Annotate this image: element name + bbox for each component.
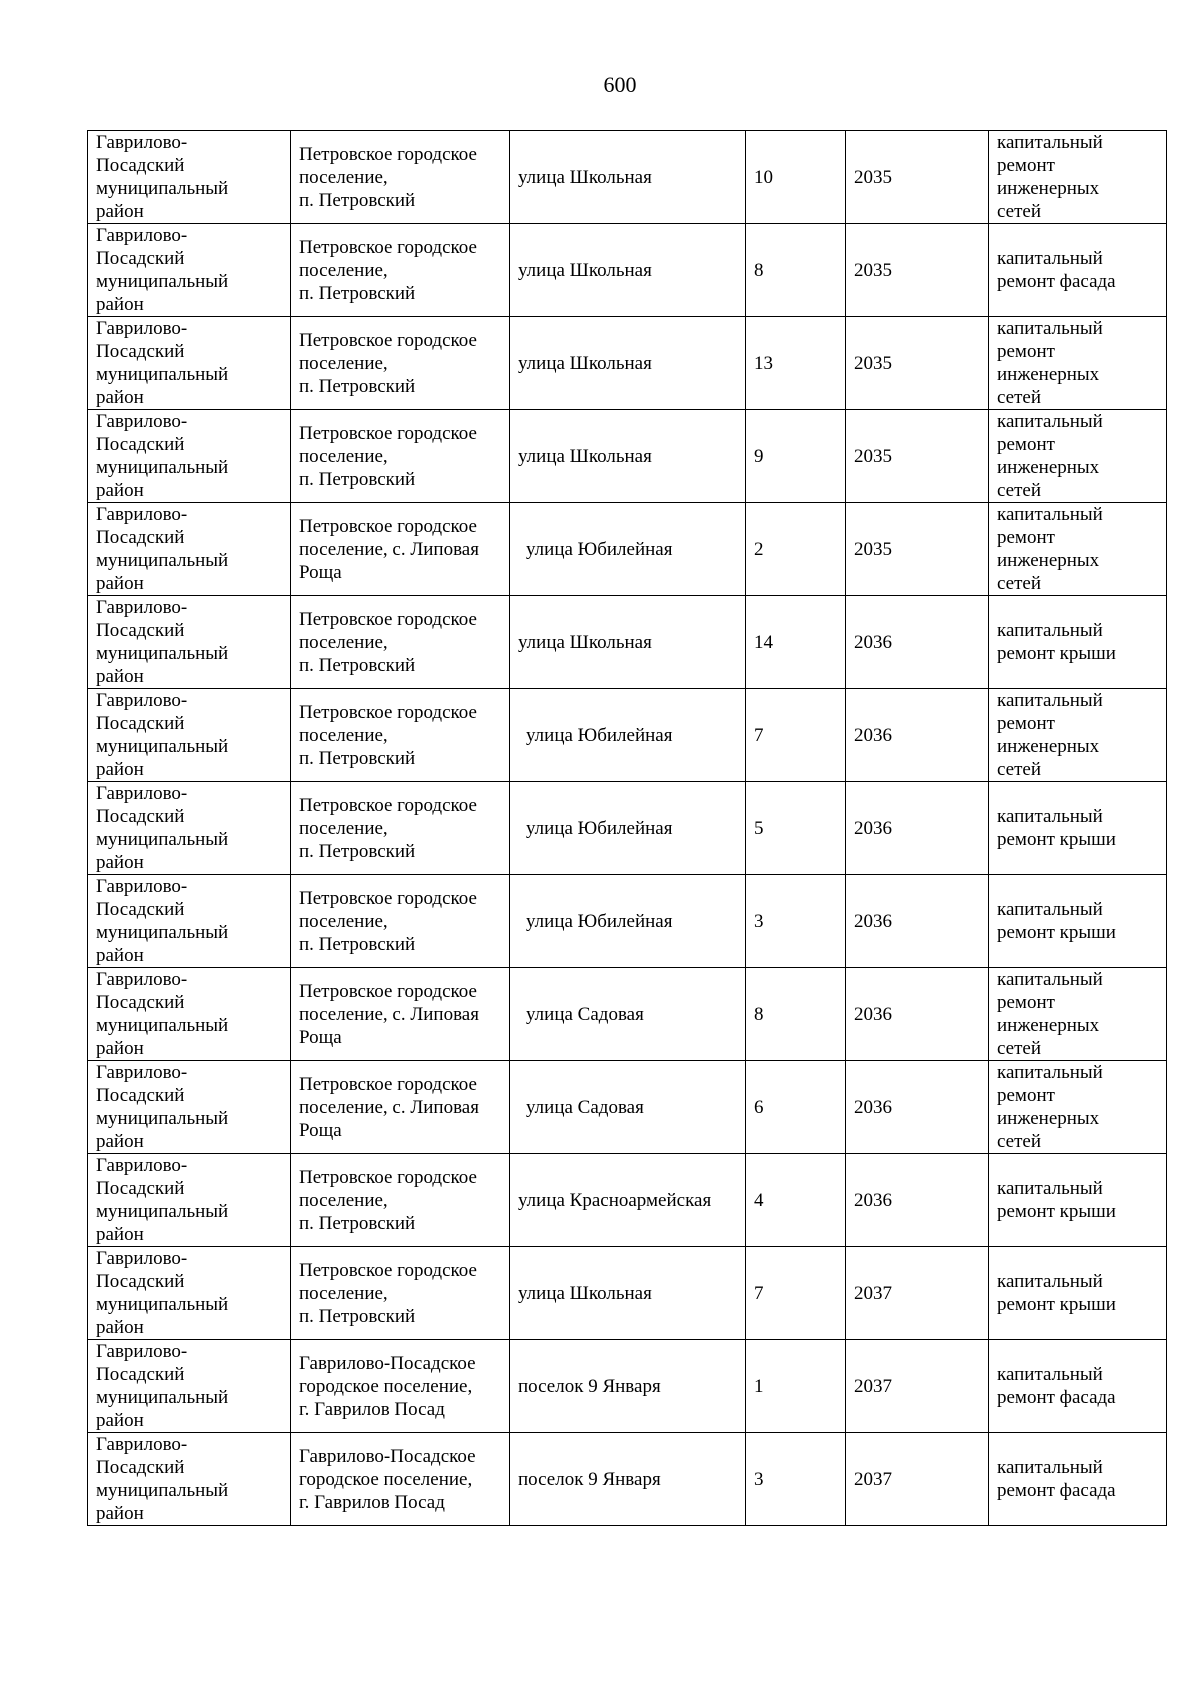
work-type-cell-line: капитальный — [997, 1178, 1103, 1199]
settlement-cell-line: п. Петровский — [299, 468, 416, 490]
settlement-cell-line: Петровское городское — [299, 794, 477, 816]
settlement-cell-line: Петровское городское — [299, 887, 477, 909]
settlement-cell — [291, 1340, 510, 1433]
table-row — [88, 782, 1167, 875]
district-cell-line: Гаврилово- — [96, 783, 188, 804]
work-type-cell-line: ремонт — [997, 992, 1055, 1013]
settlement-cell-line: Петровское городское — [299, 1166, 477, 1188]
work-type-cell-line: капитальный — [997, 969, 1103, 990]
district-cell-line: муниципальный — [96, 1201, 229, 1222]
street-cell: улица Юбилейная — [510, 782, 746, 875]
district-cell-line: Гаврилово- — [96, 1155, 188, 1176]
work-type-cell-line: капитальный — [997, 411, 1103, 432]
district-cell — [88, 1247, 291, 1340]
table-row — [88, 596, 1167, 689]
settlement-cell — [291, 596, 510, 689]
settlement-cell — [291, 875, 510, 968]
work-type-cell-line: капитальный — [997, 690, 1103, 711]
district-cell-line: район — [96, 1131, 144, 1152]
settlement-cell-line: поселение, — [299, 166, 388, 188]
district-cell-line: район — [96, 294, 144, 315]
house-number-cell: 3 — [746, 1433, 846, 1526]
district-cell-line: Гаврилово- — [96, 504, 188, 525]
year-cell: 2035 — [846, 224, 989, 317]
district-cell — [88, 1154, 291, 1247]
settlement-cell-line: Петровское городское — [299, 515, 477, 537]
work-type-cell — [989, 1340, 1167, 1433]
district-cell — [88, 596, 291, 689]
work-type-cell-line: сетей — [997, 387, 1042, 408]
settlement-cell-line: п. Петровский — [299, 840, 416, 862]
year-cell: 2036 — [846, 689, 989, 782]
settlement-cell-line: п. Петровский — [299, 282, 416, 304]
district-cell-line: район — [96, 480, 144, 501]
settlement-cell-line: поселение, с. Липовая — [299, 1096, 479, 1118]
work-type-cell-line: ремонт крыши — [997, 1201, 1116, 1222]
district-cell-line: район — [96, 201, 144, 222]
district-cell-line: Посадский — [96, 155, 185, 176]
district-cell-line: Посадский — [96, 1457, 185, 1478]
settlement-cell-line: Гаврилово-Посадское — [299, 1352, 476, 1374]
work-type-cell — [989, 317, 1167, 410]
district-cell-line: Посадский — [96, 713, 185, 734]
district-cell-line: район — [96, 1224, 144, 1245]
settlement-cell-line: поселение, — [299, 352, 388, 374]
work-type-cell-line: инженерных — [997, 364, 1100, 385]
year-cell: 2036 — [846, 968, 989, 1061]
table-row — [88, 875, 1167, 968]
street-cell: улица Садовая — [510, 968, 746, 1061]
work-type-cell-line: ремонт крыши — [997, 1294, 1116, 1315]
repair-schedule-table — [87, 130, 1167, 1526]
year-cell: 2036 — [846, 782, 989, 875]
settlement-cell-line: п. Петровский — [299, 375, 416, 397]
district-cell-line: район — [96, 666, 144, 687]
district-cell-line: район — [96, 573, 144, 594]
district-cell-line: муниципальный — [96, 1294, 229, 1315]
settlement-cell-line: п. Петровский — [299, 1212, 416, 1234]
district-cell-line: район — [96, 387, 144, 408]
work-type-cell-line: инженерных — [997, 1108, 1100, 1129]
settlement-cell-line: п. Петровский — [299, 654, 416, 676]
district-cell-line: муниципальный — [96, 922, 229, 943]
work-type-cell-line: сетей — [997, 759, 1042, 780]
table-row — [88, 224, 1167, 317]
house-number-cell: 10 — [746, 131, 846, 224]
settlement-cell — [291, 1433, 510, 1526]
settlement-cell — [291, 689, 510, 782]
settlement-cell-line: поселение, с. Липовая — [299, 538, 479, 560]
settlement-cell-line: поселение, — [299, 259, 388, 281]
settlement-cell-line: п. Петровский — [299, 1305, 416, 1327]
table-row — [88, 968, 1167, 1061]
table-row — [88, 1247, 1167, 1340]
district-cell — [88, 875, 291, 968]
table-row — [88, 1433, 1167, 1526]
settlement-cell-line: п. Петровский — [299, 189, 416, 211]
work-type-cell — [989, 782, 1167, 875]
district-cell-line: Гаврилово- — [96, 876, 188, 897]
district-cell-line: Посадский — [96, 899, 185, 920]
house-number-cell: 7 — [746, 1247, 846, 1340]
street-cell: улица Школьная — [510, 1247, 746, 1340]
district-cell — [88, 782, 291, 875]
work-type-cell-line: капитальный — [997, 1062, 1103, 1083]
district-cell — [88, 410, 291, 503]
work-type-cell — [989, 689, 1167, 782]
district-cell-line: Гаврилово- — [96, 1434, 188, 1455]
work-type-cell-line: ремонт фасада — [997, 271, 1116, 292]
settlement-cell-line: поселение, — [299, 724, 388, 746]
district-cell-line: муниципальный — [96, 550, 229, 571]
year-cell: 2035 — [846, 503, 989, 596]
settlement-cell-line: городское поселение, — [299, 1468, 473, 1490]
table-row — [88, 410, 1167, 503]
year-cell: 2035 — [846, 131, 989, 224]
page-number: 600 — [603, 72, 637, 97]
street-cell: улица Школьная — [510, 131, 746, 224]
work-type-cell-line: сетей — [997, 1131, 1042, 1152]
district-cell-line: Посадский — [96, 527, 185, 548]
settlement-cell-line: Роща — [299, 561, 342, 583]
district-cell — [88, 689, 291, 782]
house-number-cell: 13 — [746, 317, 846, 410]
work-type-cell-line: ремонт фасада — [997, 1480, 1116, 1501]
settlement-cell — [291, 503, 510, 596]
settlement-cell-line: Петровское городское — [299, 980, 477, 1002]
district-cell-line: район — [96, 1317, 144, 1338]
work-type-cell-line: ремонт фасада — [997, 1387, 1116, 1408]
district-cell-line: Посадский — [96, 1364, 185, 1385]
district-cell-line: Гаврилово- — [96, 1062, 188, 1083]
settlement-cell-line: п. Петровский — [299, 933, 416, 955]
work-type-cell-line: капитальный — [997, 806, 1103, 827]
district-cell-line: район — [96, 945, 144, 966]
house-number-cell: 14 — [746, 596, 846, 689]
year-cell: 2035 — [846, 410, 989, 503]
work-type-cell-line: ремонт — [997, 341, 1055, 362]
year-cell: 2037 — [846, 1247, 989, 1340]
year-cell: 2037 — [846, 1433, 989, 1526]
district-cell-line: Гаврилово- — [96, 132, 188, 153]
settlement-cell-line: поселение, — [299, 445, 388, 467]
settlement-cell-line: Петровское городское — [299, 701, 477, 723]
district-cell-line: муниципальный — [96, 364, 229, 385]
settlement-cell-line: Петровское городское — [299, 236, 477, 258]
year-cell: 2036 — [846, 1154, 989, 1247]
year-cell: 2036 — [846, 875, 989, 968]
work-type-cell-line: ремонт крыши — [997, 829, 1116, 850]
district-cell-line: муниципальный — [96, 643, 229, 664]
work-type-cell-line: ремонт — [997, 527, 1055, 548]
district-cell-line: Посадский — [96, 1085, 185, 1106]
district-cell — [88, 968, 291, 1061]
work-type-cell-line: ремонт — [997, 155, 1055, 176]
work-type-cell-line: ремонт крыши — [997, 643, 1116, 664]
district-cell-line: Гаврилово- — [96, 597, 188, 618]
work-type-cell-line: капитальный — [997, 504, 1103, 525]
settlement-cell-line: Роща — [299, 1026, 342, 1048]
work-type-cell-line: капитальный — [997, 620, 1103, 641]
settlement-cell-line: Петровское городское — [299, 1259, 477, 1281]
work-type-cell — [989, 1433, 1167, 1526]
district-cell-line: район — [96, 1410, 144, 1431]
work-type-cell — [989, 224, 1167, 317]
house-number-cell: 7 — [746, 689, 846, 782]
district-cell-line: муниципальный — [96, 829, 229, 850]
district-cell-line: Посадский — [96, 620, 185, 641]
street-cell: улица Садовая — [510, 1061, 746, 1154]
street-cell: улица Юбилейная — [510, 503, 746, 596]
work-type-cell — [989, 131, 1167, 224]
work-type-cell — [989, 1061, 1167, 1154]
year-cell: 2036 — [846, 1061, 989, 1154]
year-cell: 2037 — [846, 1340, 989, 1433]
work-type-cell-line: инженерных — [997, 1015, 1100, 1036]
district-cell-line: Гаврилово- — [96, 411, 188, 432]
work-type-cell — [989, 410, 1167, 503]
table-row — [88, 1340, 1167, 1433]
district-cell-line: муниципальный — [96, 1387, 229, 1408]
settlement-cell — [291, 782, 510, 875]
street-cell: поселок 9 Января — [510, 1340, 746, 1433]
settlement-cell-line: поселение, — [299, 817, 388, 839]
street-cell: улица Школьная — [510, 317, 746, 410]
street-cell: улица Школьная — [510, 410, 746, 503]
district-cell-line: муниципальный — [96, 1480, 229, 1501]
settlement-cell-line: г. Гаврилов Посад — [299, 1491, 445, 1513]
work-type-cell — [989, 875, 1167, 968]
settlement-cell-line: поселение, — [299, 910, 388, 932]
table-row — [88, 1061, 1167, 1154]
work-type-cell-line: капитальный — [997, 132, 1103, 153]
district-cell-line: Посадский — [96, 992, 185, 1013]
district-cell-line: район — [96, 1038, 144, 1059]
street-cell: улица Юбилейная — [510, 689, 746, 782]
work-type-cell-line: инженерных — [997, 457, 1100, 478]
house-number-cell: 3 — [746, 875, 846, 968]
settlement-cell-line: г. Гаврилов Посад — [299, 1398, 445, 1420]
street-cell: улица Красноармейская — [510, 1154, 746, 1247]
settlement-cell — [291, 1061, 510, 1154]
settlement-cell-line: Гаврилово-Посадское — [299, 1445, 476, 1467]
district-cell-line: Гаврилово- — [96, 318, 188, 339]
work-type-cell-line: ремонт — [997, 713, 1055, 734]
year-cell: 2035 — [846, 317, 989, 410]
work-type-cell-line: сетей — [997, 480, 1042, 501]
settlement-cell-line: городское поселение, — [299, 1375, 473, 1397]
street-cell: улица Юбилейная — [510, 875, 746, 968]
district-cell-line: Посадский — [96, 806, 185, 827]
table-row — [88, 503, 1167, 596]
work-type-cell-line: инженерных — [997, 178, 1100, 199]
district-cell-line: муниципальный — [96, 178, 229, 199]
settlement-cell-line: Петровское городское — [299, 422, 477, 444]
district-cell — [88, 131, 291, 224]
work-type-cell — [989, 1247, 1167, 1340]
street-cell: поселок 9 Января — [510, 1433, 746, 1526]
work-type-cell-line: капитальный — [997, 1364, 1103, 1385]
district-cell-line: Гаврилово- — [96, 690, 188, 711]
district-cell-line: Гаврилово- — [96, 225, 188, 246]
district-cell-line: Посадский — [96, 341, 185, 362]
work-type-cell-line: капитальный — [997, 318, 1103, 339]
district-cell-line: Гаврилово- — [96, 969, 188, 990]
settlement-cell-line: поселение, — [299, 1189, 388, 1211]
house-number-cell: 5 — [746, 782, 846, 875]
settlement-cell — [291, 968, 510, 1061]
district-cell-line: Гаврилово- — [96, 1248, 188, 1269]
settlement-cell-line: Петровское городское — [299, 329, 477, 351]
settlement-cell — [291, 410, 510, 503]
district-cell-line: Посадский — [96, 1271, 185, 1292]
table-row — [88, 317, 1167, 410]
work-type-cell-line: ремонт крыши — [997, 922, 1116, 943]
settlement-cell-line: Петровское городское — [299, 143, 477, 165]
settlement-cell-line: п. Петровский — [299, 747, 416, 769]
house-number-cell: 8 — [746, 968, 846, 1061]
settlement-cell — [291, 224, 510, 317]
work-type-cell-line: ремонт — [997, 1085, 1055, 1106]
year-cell: 2036 — [846, 596, 989, 689]
settlement-cell — [291, 1154, 510, 1247]
work-type-cell — [989, 503, 1167, 596]
district-cell-line: район — [96, 852, 144, 873]
street-cell: улица Школьная — [510, 596, 746, 689]
work-type-cell-line: сетей — [997, 201, 1042, 222]
settlement-cell-line: поселение, — [299, 1282, 388, 1304]
district-cell-line: Гаврилово- — [96, 1341, 188, 1362]
settlement-cell — [291, 317, 510, 410]
settlement-cell — [291, 1247, 510, 1340]
work-type-cell — [989, 968, 1167, 1061]
street-cell: улица Школьная — [510, 224, 746, 317]
district-cell-line: муниципальный — [96, 736, 229, 757]
house-number-cell: 6 — [746, 1061, 846, 1154]
work-type-cell-line: капитальный — [997, 1271, 1103, 1292]
house-number-cell: 9 — [746, 410, 846, 503]
work-type-cell — [989, 1154, 1167, 1247]
district-cell — [88, 317, 291, 410]
house-number-cell: 8 — [746, 224, 846, 317]
district-cell-line: Посадский — [96, 1178, 185, 1199]
district-cell-line: муниципальный — [96, 457, 229, 478]
district-cell-line: муниципальный — [96, 1108, 229, 1129]
table-body — [88, 131, 1167, 1526]
settlement-cell-line: Петровское городское — [299, 1073, 477, 1095]
work-type-cell-line: инженерных — [997, 736, 1100, 757]
settlement-cell-line: Роща — [299, 1119, 342, 1141]
district-cell-line: муниципальный — [96, 271, 229, 292]
work-type-cell — [989, 596, 1167, 689]
district-cell-line: Посадский — [96, 248, 185, 269]
settlement-cell-line: поселение, — [299, 631, 388, 653]
house-number-cell: 2 — [746, 503, 846, 596]
district-cell-line: муниципальный — [96, 1015, 229, 1036]
district-cell — [88, 1433, 291, 1526]
work-type-cell-line: капитальный — [997, 1457, 1103, 1478]
work-type-cell-line: ремонт — [997, 434, 1055, 455]
district-cell — [88, 224, 291, 317]
house-number-cell: 1 — [746, 1340, 846, 1433]
district-cell-line: район — [96, 1503, 144, 1524]
district-cell — [88, 503, 291, 596]
work-type-cell-line: сетей — [997, 573, 1042, 594]
work-type-cell-line: сетей — [997, 1038, 1042, 1059]
district-cell — [88, 1340, 291, 1433]
work-type-cell-line: инженерных — [997, 550, 1100, 571]
table-row — [88, 131, 1167, 224]
settlement-cell-line: Петровское городское — [299, 608, 477, 630]
table-row — [88, 689, 1167, 782]
district-cell-line: район — [96, 759, 144, 780]
settlement-cell — [291, 131, 510, 224]
work-type-cell-line: капитальный — [997, 248, 1103, 269]
district-cell-line: Посадский — [96, 434, 185, 455]
settlement-cell-line: поселение, с. Липовая — [299, 1003, 479, 1025]
house-number-cell: 4 — [746, 1154, 846, 1247]
table-row — [88, 1154, 1167, 1247]
district-cell — [88, 1061, 291, 1154]
work-type-cell-line: капитальный — [997, 899, 1103, 920]
